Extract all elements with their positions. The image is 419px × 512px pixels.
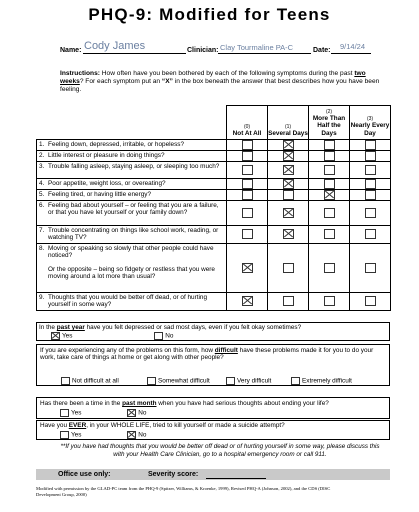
past-year-yes-checkbox[interactable]: [51, 332, 60, 340]
difficulty-checkbox-3: [291, 377, 300, 385]
column-label-3: Nearly Every Day: [350, 122, 390, 137]
name-label: Name:: [60, 47, 82, 54]
answer-cell: [268, 162, 309, 179]
symptom-question-9: [37, 292, 227, 310]
answer-cell: [227, 162, 268, 179]
difficulty-emphasis: difficult: [214, 347, 238, 354]
question-text: Thoughts that you would be better off dead, or of hurting yourself in some way?: [48, 293, 208, 309]
name-underline: [83, 53, 186, 54]
question-number: 6.: [39, 202, 45, 209]
difficulty-option-3[interactable]: Extremely difficult: [291, 377, 352, 385]
ever-no-label: No: [138, 432, 147, 440]
question-number: 9.: [39, 293, 45, 301]
answer-checkbox-q8-col2[interactable]: [324, 263, 335, 273]
column-header-1: [268, 106, 309, 140]
answer-checkbox-q2-col2[interactable]: [324, 151, 335, 161]
answer-cell: [309, 179, 350, 190]
symptom-table: [36, 105, 391, 311]
answer-cell: [350, 162, 391, 179]
answer-cell: [350, 201, 391, 226]
symptom-rows: [37, 140, 391, 311]
answer-checkbox-q7-col3[interactable]: [365, 229, 376, 239]
past-month-yes-checkbox[interactable]: [60, 409, 69, 417]
name-field[interactable]: Cody James: [84, 40, 146, 52]
office-use-bar: [36, 469, 390, 480]
question-text: Trouble falling asleep, staying asleep, or sleeping too much?: [48, 163, 220, 170]
safety-note: **If you have had thoughts that you would be better off dead or of hurting yourself in some way, please discuss this with your Health Care Clinician, go to a hospital emergency room or call 911.: [60, 443, 380, 458]
column-header-3: [350, 106, 391, 140]
difficulty-checkbox-0: [61, 377, 70, 385]
question-number: 8.: [39, 244, 45, 252]
answer-checkbox-q2-col0[interactable]: [242, 151, 253, 161]
clinician-field[interactable]: Clay Tourmaline PA-C: [220, 43, 294, 52]
ever-yes-option[interactable]: [60, 431, 81, 439]
symptom-question-5: [37, 190, 227, 201]
answer-cell: [268, 243, 309, 292]
symptom-row-4: [37, 179, 391, 190]
column-label-1: Several Days: [268, 129, 308, 137]
answer-checkbox-q7-col1[interactable]: [283, 229, 294, 239]
answer-cell: [227, 179, 268, 190]
answer-checkbox-q3-col1[interactable]: [283, 165, 294, 175]
answer-checkbox-q6-col0[interactable]: [242, 208, 253, 218]
past-month-emphasis: past month: [122, 400, 157, 407]
answer-cell: [309, 151, 350, 162]
question-number: 5.: [39, 191, 45, 198]
instructions-emphasis-two-weeks: two weeks: [60, 70, 366, 85]
past-year-yes-label: Yes: [62, 333, 73, 341]
symptom-question-2: [37, 151, 227, 162]
answer-checkbox-q5-col3[interactable]: [365, 190, 376, 200]
instructions: [60, 70, 380, 94]
answer-cell: [309, 162, 350, 179]
column-header-0: [227, 106, 268, 140]
difficulty-checkbox-1: [147, 377, 156, 385]
answer-cell: [309, 226, 350, 244]
symptom-question-3: [37, 162, 227, 179]
question-number: 3.: [39, 163, 45, 170]
answer-checkbox-q6-col2[interactable]: [324, 208, 335, 218]
instructions-text-2: ? For each symptom put an: [79, 78, 162, 85]
answer-cell: [268, 140, 309, 151]
answer-cell: [227, 292, 268, 310]
past-month-no-option[interactable]: [127, 409, 146, 417]
answer-checkbox-q8-col1[interactable]: [283, 263, 294, 273]
clinician-label: Clinician:: [187, 47, 219, 54]
answer-cell: [350, 243, 391, 292]
date-underline: [331, 53, 371, 54]
column-score-0: (0): [243, 123, 251, 130]
answer-checkbox-q3-col2[interactable]: [324, 165, 335, 175]
answer-cell: [268, 226, 309, 244]
question-text: Feeling tired, or having little energy?: [48, 191, 152, 198]
answer-cell: [350, 151, 391, 162]
answer-cell: [227, 226, 268, 244]
symptom-question-1: [37, 140, 227, 151]
answer-checkbox-q9-col2[interactable]: [324, 296, 335, 306]
ever-no-checkbox[interactable]: [127, 431, 136, 439]
difficulty-checkbox-2: [226, 377, 235, 385]
clinician-underline: [218, 53, 311, 54]
past-year-emphasis: past year: [56, 324, 85, 331]
answer-cell: [268, 201, 309, 226]
instructions-text-3: in the box beneath the answer that best describes how you have been feeling.: [60, 78, 380, 93]
question-extra-text: Or the opposite – being so fidgety or restless that you were moving around a lot more than usual?: [48, 265, 215, 281]
symptom-row-5: [37, 190, 391, 201]
office-use-label: Office use only:: [58, 471, 111, 478]
past-year-yes-option[interactable]: [51, 332, 72, 340]
symptom-question-4: [37, 179, 227, 190]
answer-cell: [268, 292, 309, 310]
instructions-emphasis-x: “X”: [161, 78, 173, 85]
symptom-question-6: [37, 201, 227, 226]
answer-checkbox-q8-col3[interactable]: [365, 263, 376, 273]
difficulty-question: If you are experiencing any of the problems on this form, how difficult have these problems made it for you to do your work, take care of things at home or get along with other people?: [40, 347, 374, 362]
answer-checkbox-q4-col2[interactable]: [324, 179, 335, 189]
severity-score-field[interactable]: [206, 478, 266, 479]
answer-checkbox-q5-col0[interactable]: [242, 190, 253, 200]
date-field[interactable]: 9/14/24: [340, 42, 366, 51]
answer-checkbox-q6-col1[interactable]: [283, 208, 294, 218]
answer-cell: [309, 292, 350, 310]
past-month-section: [36, 397, 390, 419]
answer-cell: [350, 179, 391, 190]
past-year-section: [36, 322, 390, 341]
symptom-row-9: [37, 292, 391, 310]
answer-cell: [227, 140, 268, 151]
past-month-no-label: No: [138, 410, 147, 418]
date-label: Date:: [313, 47, 331, 54]
column-score-2: (2): [325, 108, 333, 115]
symptom-row-3: [37, 162, 391, 179]
question-text: Trouble concentrating on things like school work, reading, or watching TV?: [48, 227, 219, 242]
answer-checkbox-q9-col3[interactable]: [365, 296, 376, 306]
answer-checkbox-q7-col0[interactable]: [242, 229, 253, 239]
difficulty-option-2[interactable]: Very difficult: [226, 377, 271, 385]
answer-checkbox-q9-col0[interactable]: [242, 296, 253, 306]
ever-section: [36, 420, 390, 440]
difficulty-option-1[interactable]: Somewhat difficult: [147, 377, 210, 385]
difficulty-option-0[interactable]: Not difficult at all: [61, 377, 119, 385]
answer-checkbox-q1-col0[interactable]: [242, 140, 253, 150]
answer-cell: [309, 243, 350, 292]
answer-cell: [350, 140, 391, 151]
symptom-row-1: [37, 140, 391, 151]
answer-cell: [268, 151, 309, 162]
ever-yes-checkbox[interactable]: [60, 431, 69, 439]
answer-checkbox-q4-col1[interactable]: [283, 179, 294, 189]
answer-checkbox-q5-col2[interactable]: [324, 190, 335, 200]
answer-cell: [227, 190, 268, 201]
past-month-no-checkbox[interactable]: [127, 409, 136, 417]
question-text: Feeling down, depressed, irritable, or hopeless?: [48, 141, 185, 148]
past-month-yes-option[interactable]: [60, 409, 81, 417]
answer-cell: [309, 140, 350, 151]
answer-cell: [350, 292, 391, 310]
question-number: 7.: [39, 227, 45, 234]
answer-checkbox-q9-col1[interactable]: [283, 296, 294, 306]
answer-cell: [350, 226, 391, 244]
column-score-1: (1): [284, 123, 292, 130]
answer-checkbox-q2-col1[interactable]: [283, 151, 294, 161]
answer-checkbox-q8-col0[interactable]: [242, 263, 253, 273]
answer-cell: [227, 151, 268, 162]
symptom-row-8: [37, 243, 391, 292]
answer-checkbox-q7-col2[interactable]: [324, 229, 335, 239]
answer-checkbox-q4-col3[interactable]: [365, 179, 376, 189]
form-title: PHQ-9: Modified for Teens: [88, 5, 331, 24]
answer-checkbox-q3-col0[interactable]: [242, 165, 253, 175]
answer-checkbox-q1-col1[interactable]: [283, 140, 294, 150]
question-text: Little interest or pleasure in doing things?: [48, 152, 165, 159]
ever-question: Have you EVER, in your WHOLE LIFE, tried to kill yourself or made a suicide attempt?: [40, 422, 285, 429]
answer-checkbox-q1-col2[interactable]: [324, 140, 335, 150]
column-label-2: More Than Half the Days: [312, 114, 346, 137]
question-number: 1.: [39, 141, 45, 148]
past-year-question: In the past year have you felt depressed or sad most days, even if you felt okay sometimes?: [39, 324, 302, 331]
answer-checkbox-q4-col0[interactable]: [242, 179, 253, 189]
answer-cell: [227, 201, 268, 226]
ever-emphasis: EVER: [68, 422, 87, 429]
instructions-text-1: How often have you been bothered by each of the following symptoms during the past: [99, 70, 355, 77]
symptom-question-8: [37, 243, 227, 292]
question-text: Moving or speaking so slowly that other people could have noticed?: [48, 244, 214, 260]
answer-cell: [309, 190, 350, 201]
symptom-row-6: [37, 201, 391, 226]
column-label-0: Not At All: [232, 129, 262, 137]
answer-cell: [268, 190, 309, 201]
column-score-3: (3): [366, 116, 374, 123]
past-year-no-option[interactable]: [154, 332, 173, 340]
credit-text: Modified with permission by the GLAD-PC team from the PHQ-9 (Spitzer, Williams, & Kroenke, 1999), Revised PHQ-A (Johnson, 2002), and the CDS (DISC Development Group, 2000): [36, 486, 331, 497]
answer-checkbox-q3-col3[interactable]: [365, 165, 376, 175]
symptom-row-7: [37, 226, 391, 244]
column-header-2: [309, 106, 350, 140]
past-year-no-checkbox[interactable]: [154, 332, 163, 340]
past-month-yes-label: Yes: [71, 410, 82, 418]
answer-checkbox-q5-col1[interactable]: [283, 190, 294, 200]
instructions-lead: Instructions:: [60, 70, 100, 77]
answer-checkbox-q1-col3[interactable]: [365, 140, 376, 150]
answer-checkbox-q2-col3[interactable]: [365, 151, 376, 161]
ever-yes-label: Yes: [71, 432, 82, 440]
symptom-row-2: [37, 151, 391, 162]
answer-checkbox-q6-col3[interactable]: [365, 208, 376, 218]
ever-no-option[interactable]: [127, 431, 146, 439]
answer-cell: [350, 190, 391, 201]
severity-score-label: Severity score:: [148, 471, 199, 478]
answer-cell: [268, 179, 309, 190]
past-year-no-label: No: [165, 333, 174, 341]
symptom-question-7: [37, 226, 227, 244]
question-text: Feeling bad about yourself – or feeling that you are a failure, or that you have let yourself or your family down?: [48, 202, 219, 217]
table-corner: [37, 106, 227, 140]
question-text: Poor appetite, weight loss, or overeating?: [48, 180, 166, 187]
answer-cell: [227, 243, 268, 292]
difficulty-section: [36, 344, 390, 386]
question-number: 4.: [39, 180, 45, 187]
question-number: 2.: [39, 152, 45, 159]
past-month-question: Has there been a time in the past month when you have had serious thoughts about ending your life?: [40, 400, 329, 407]
answer-cell: [309, 201, 350, 226]
